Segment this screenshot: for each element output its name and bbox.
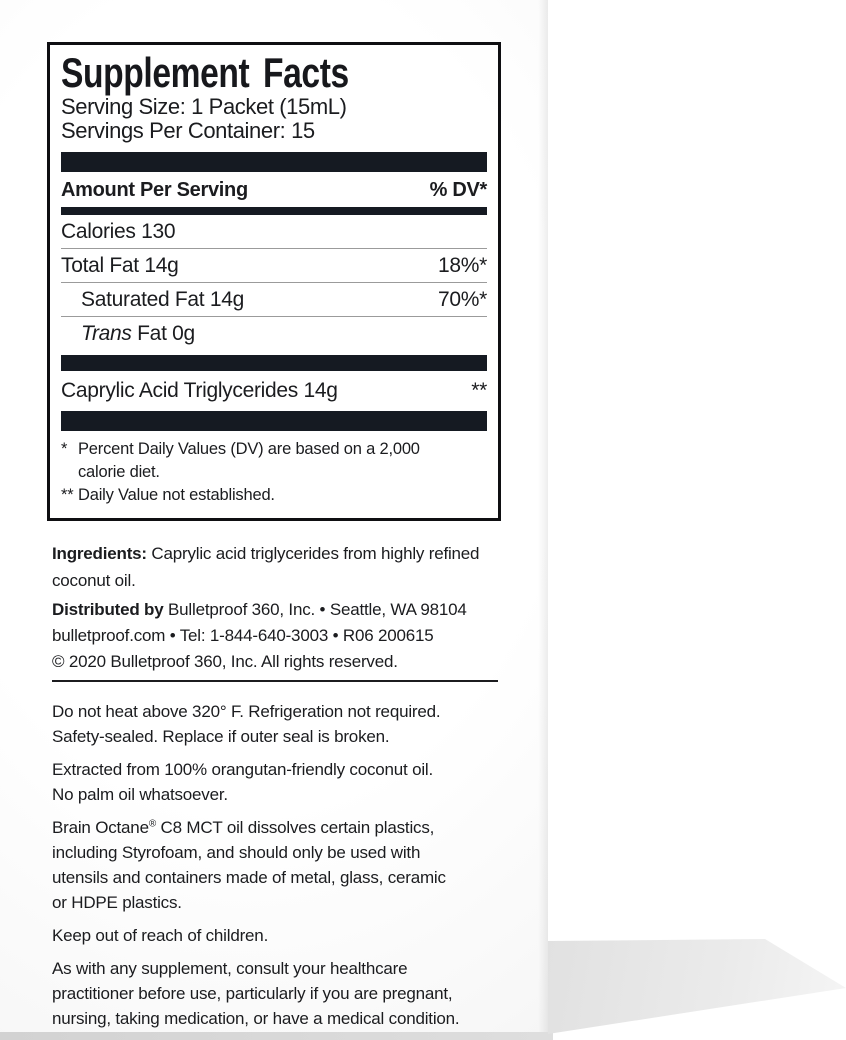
package-bottom-edge: [0, 1032, 553, 1040]
nutrition-row-caprylic-acid: [61, 371, 487, 411]
registered-mark: ®: [148, 818, 156, 830]
care-instructions: [52, 699, 552, 1031]
amount-per-serving-label: Amount Per Serving: [61, 179, 248, 201]
supplement-facts-title: Supplement Facts: [61, 49, 349, 96]
footnotes: [61, 431, 487, 518]
footnote-text: Percent Daily Values (DV) are based on a 2,000 calorie diet.: [78, 440, 420, 481]
footnote-marker: **: [61, 486, 74, 504]
paragraph-heat-warning: Do not heat above 320° F. Refrigeration not required. Safety-sealed. Replace if outer seal is broken.: [52, 702, 441, 746]
distributed-by-paragraph: Distributed by Bulletproof 360, Inc. • Seattle, WA 98104 bulletproof.com • Tel: 1-844-640-3003 • R06 200615 © 2020 Bulletproof 360, Inc. All rights reserved.: [52, 597, 552, 675]
label-text-column: [52, 540, 552, 1031]
nutrient-dv: 70%*: [437, 288, 487, 311]
distributed-lead: Distributed by: [52, 600, 164, 619]
divider-bar-medium: [61, 207, 487, 215]
servings-per-container: Servings Per Container: 15: [61, 118, 315, 143]
divider-bar-thick: [61, 355, 487, 371]
nutrient-name: Caprylic Acid Triglycerides 14g: [61, 379, 338, 402]
footnote-daily-values: [61, 438, 487, 484]
nutrient-name: Trans Fat 0g: [81, 322, 195, 345]
nutrient-name: Saturated Fat 14g: [81, 288, 245, 311]
footnote-marker: *: [61, 440, 68, 458]
nutrient-name: Calories 130: [61, 220, 176, 243]
paragraph-consult-practitioner: As with any supplement, consult your healthcare practitioner before use, particularly if you are pregnant, nursing, taking medication, or have a medical condition.: [52, 959, 460, 1028]
paragraph-keep-away-children: Keep out of reach of children.: [52, 926, 269, 945]
section-divider: [52, 680, 498, 682]
nutrition-row-calories: [61, 215, 487, 249]
paragraph-coconut-source: Extracted from 100% orangutan-friendly coconut oil. No palm oil whatsoever.: [52, 760, 434, 804]
floor-shadow: [548, 935, 846, 1040]
nutrition-row-saturated-fat: [61, 283, 487, 317]
ingredients-paragraph: Ingredients: Caprylic acid triglycerides from highly refined coconut oil.: [52, 544, 480, 590]
divider-bar-thick: [61, 411, 487, 431]
ingredients-lead: Ingredients:: [52, 544, 147, 563]
nutrient-dv: **: [471, 379, 487, 402]
supplement-facts-box: [47, 42, 501, 521]
nutrient-dv: 18%*: [437, 254, 487, 277]
amount-per-serving-header: [61, 172, 487, 207]
paragraph-plastics-warning: Brain Octane® C8 MCT oil dissolves certain plastics, including Styrofoam, and should only be used with utensils and containers made of metal, glass, ceramic or HDPE plastics.: [52, 818, 446, 912]
percent-dv-label: % DV*: [429, 179, 487, 201]
divider-bar-thick: [61, 152, 487, 172]
contact-line: bulletproof.com • Tel: 1-844-640-3003 • R06 200615: [52, 626, 434, 645]
footnote-text: Daily Value not established.: [78, 486, 275, 504]
serving-size: Serving Size: 1 Packet (15mL): [61, 94, 347, 119]
copyright-line: © 2020 Bulletproof 360, Inc. All rights reserved.: [52, 652, 398, 671]
nutrition-row-trans-fat: [61, 317, 487, 350]
nutrition-row-total-fat: [61, 249, 487, 283]
footnote-dv-not-established: [61, 484, 487, 507]
nutrient-name: Total Fat 14g: [61, 254, 179, 277]
